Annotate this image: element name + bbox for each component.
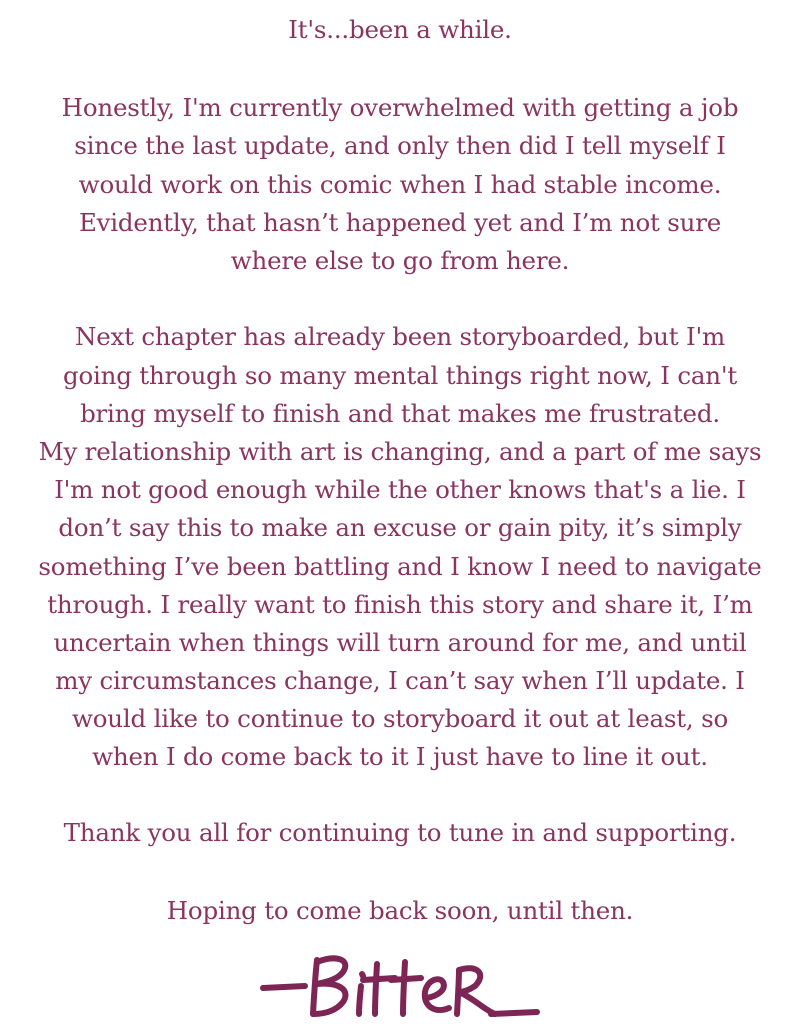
closing-line: Hoping to come back soon, until then. [166, 896, 634, 925]
paragraph1-line: Evidently, that hasn’t happened yet and I’m not sure [78, 208, 722, 237]
paragraph1-line: since the last update, and only then did I tell myself I [74, 131, 726, 160]
paragraph2-line: something I’ve been battling and I know I need to navigate [38, 552, 762, 581]
paragraph2-line: uncertain when things will turn around for me, and until [53, 628, 747, 657]
paragraph2-line: don’t say this to make an excuse or gain pity, it’s simply [58, 513, 742, 542]
paragraph2-line: My relationship with art is changing, and a part of me says [38, 437, 762, 466]
paragraph2-line: I'm not good enough while the other knows that's a lie. I [54, 475, 746, 504]
paragraph1-line: Honestly, I'm currently overwhelmed with getting a job [61, 93, 739, 122]
paragraph2-line: my circumstances change, I can’t say when I’ll update. I [55, 666, 745, 695]
paragraph2-line: Next chapter has already been storyboarded, but I'm [74, 322, 726, 351]
paragraph1-line: would work on this comic when I had stable income. [78, 170, 722, 199]
paragraph2-line: when I do come back to it I just have to line it out. [92, 742, 708, 771]
paragraph1-line: where else to go from here. [230, 246, 570, 275]
paragraph2-line: bring myself to finish and that makes me frustrated. [80, 399, 720, 428]
thanks-line: Thank you all for continuing to tune in and supporting. [63, 818, 737, 847]
paragraph2-line: going through so many mental things right now, I can't [62, 361, 738, 390]
paragraph2-line: through. I really want to finish this story and share it, I’m [47, 590, 753, 619]
paragraph2-line: would like to continue to storyboard it out at least, so [71, 704, 729, 733]
signature-image [255, 950, 545, 1020]
greeting-line: It's...been a while. [288, 15, 512, 44]
